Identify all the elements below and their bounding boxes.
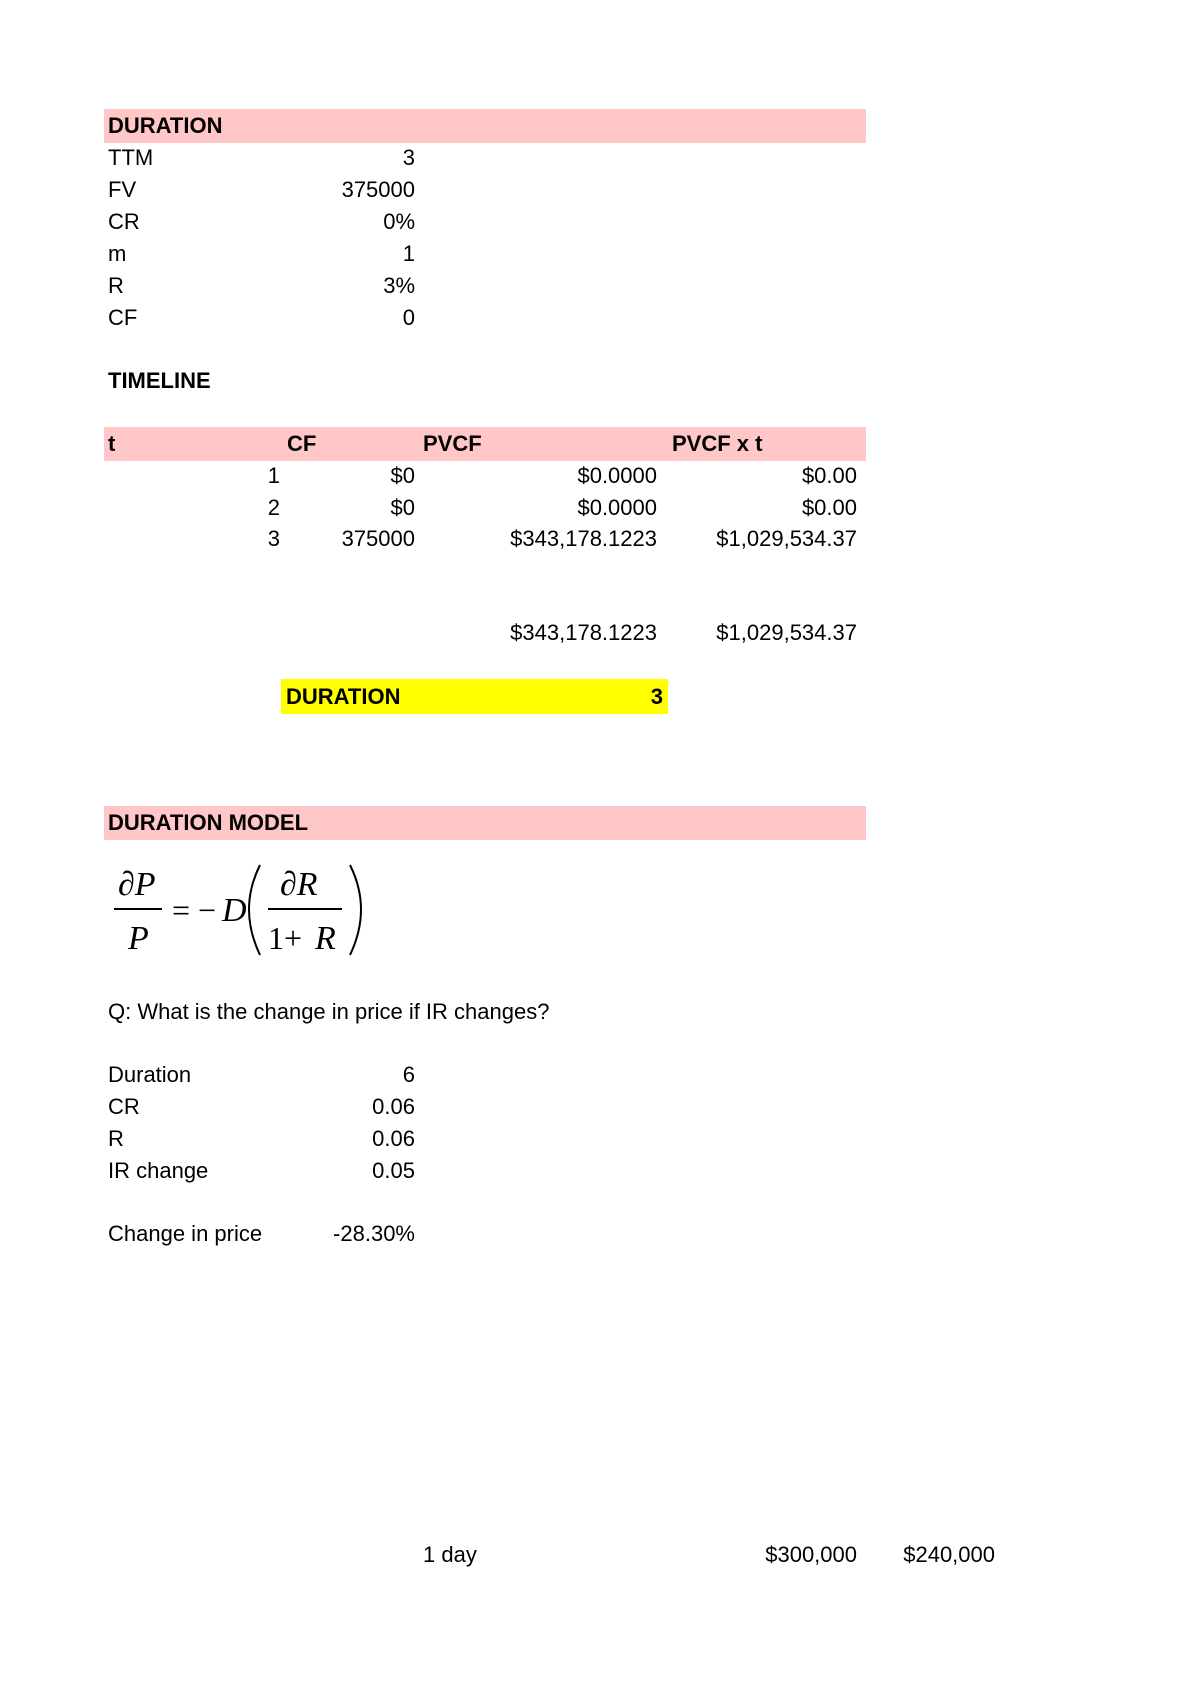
duration-model-question: Q: What is the change in price if IR changes? [108,999,550,1024]
model-label-cr: CR [108,1094,140,1119]
duration-label-r: R [108,273,124,298]
svg-text:∂P: ∂P [118,866,156,903]
duration-label-ttm: TTM [108,145,154,170]
bottom-period: 1 day [423,1542,477,1567]
duration-label-m: m [108,241,127,266]
duration-label-fv: FV [108,177,137,202]
duration-label-cr: CR [108,209,140,234]
change-in-price-value: -28.30% [333,1221,415,1246]
duration-result-value: 3 [650,684,663,709]
duration-value-ttm: 3 [402,145,415,170]
svg-text:∂R: ∂R [280,866,318,903]
timeline-row2-t: 2 [267,495,280,520]
timeline-row3-pvcf: $343,178.1223 [510,526,657,551]
duration-section-title: DURATION [108,113,223,138]
duration-value-cf: 0 [402,305,415,330]
timeline-header-cf: CF [287,431,317,456]
timeline-header-t: t [108,431,116,456]
duration-value-m: 1 [402,241,415,266]
timeline-row2-pvcf: $0.0000 [577,495,657,520]
model-value-duration: 6 [402,1062,415,1087]
model-label-ir-change: IR change [108,1158,209,1183]
timeline-total-pvcft: $1,029,534.37 [716,620,857,645]
timeline-row2-cf: $0 [390,495,415,520]
timeline-row1-cf: $0 [390,463,415,488]
duration-result-label: DURATION [286,684,401,709]
timeline-header-pvcf: PVCF [423,431,482,456]
timeline-total-pvcf: $343,178.1223 [510,620,657,645]
timeline-row3-pvcft: $1,029,534.37 [716,526,857,551]
timeline-row1-pvcft: $0.00 [801,463,857,488]
duration-value-r: 3% [383,273,415,298]
svg-text:P: P [128,920,149,957]
model-value-ir-change: 0.05 [372,1158,415,1183]
duration-model-title: DURATION MODEL [108,810,309,835]
timeline-row3-cf: 375000 [341,526,415,551]
bottom-value-b: $240,000 [903,1542,995,1567]
timeline-row3-t: 3 [267,526,280,551]
duration-label-cf: CF [108,305,138,330]
timeline-title: TIMELINE [108,368,211,393]
model-label-r: R [108,1126,124,1151]
timeline-row2-pvcft: $0.00 [801,495,857,520]
timeline-row1-pvcf: $0.0000 [577,463,657,488]
timeline-row1-t: 1 [267,463,280,488]
model-value-r: 0.06 [372,1126,415,1151]
model-value-cr: 0.06 [372,1094,415,1119]
change-in-price-label: Change in price [108,1221,263,1246]
svg-text:D: D [222,892,247,929]
model-label-duration: Duration [108,1062,192,1087]
svg-text:= −: = − [172,892,217,928]
timeline-header-pvcft: PVCF x t [672,431,763,456]
duration-value-cr: 0% [383,209,415,234]
svg-text:1+: 1+ [268,920,303,956]
duration-value-fv: 375000 [341,177,415,202]
duration-formula [110,855,380,965]
svg-text:R: R [315,920,336,957]
bottom-value-a: $300,000 [765,1542,857,1567]
